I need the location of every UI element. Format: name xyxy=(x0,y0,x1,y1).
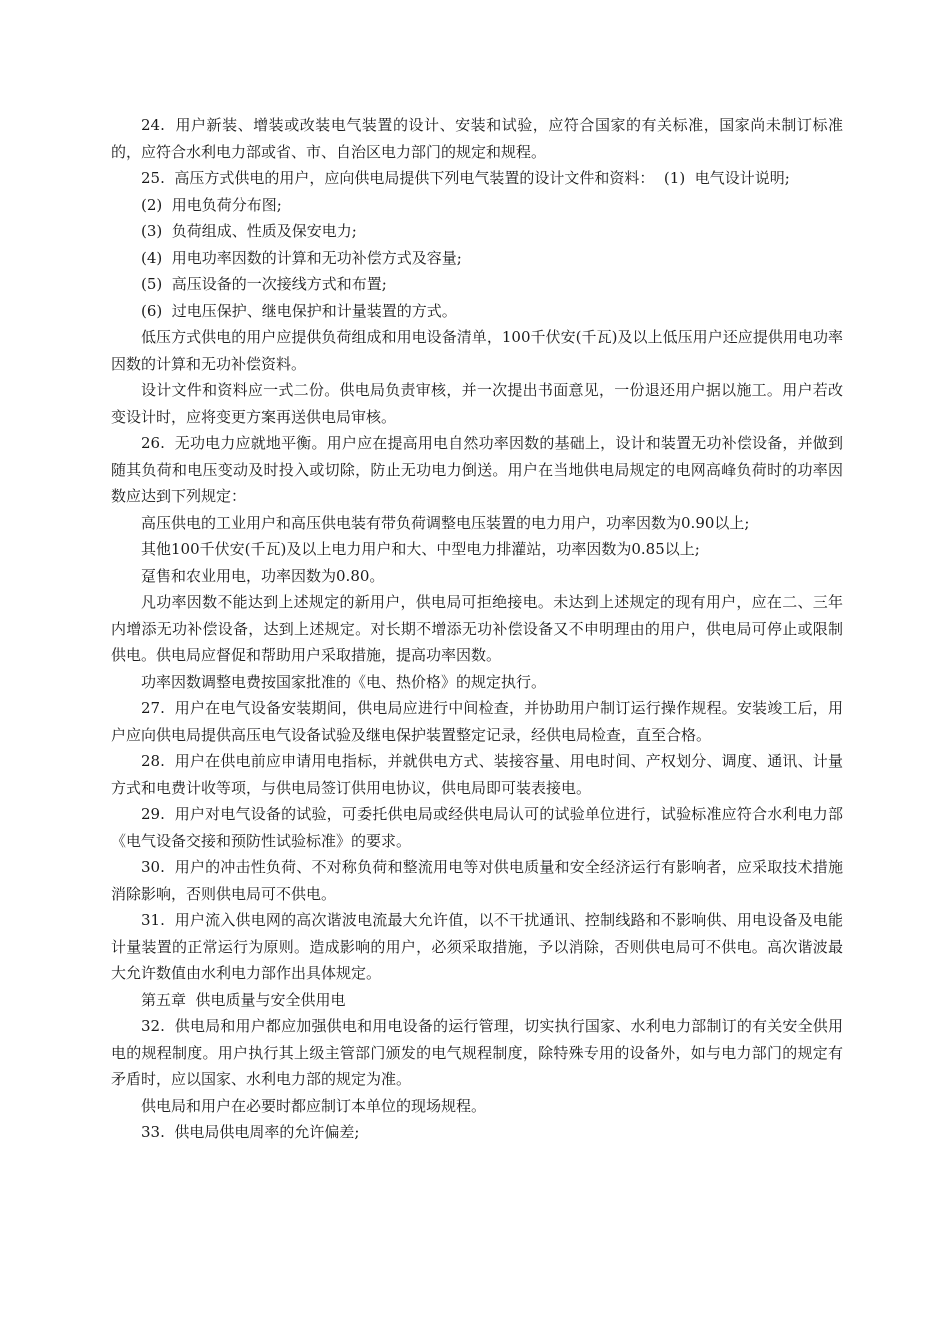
paragraph-design-documents: 设计文件和资料应一式二份。供电局负责审核，并一次提出书面意见，一份退还用户据以施工。用户若改变设计时，应将变更方案再送供电局审核。 xyxy=(111,381,843,426)
paragraph-pf-high-voltage: 高压供电的工业用户和高压供电装有带负荷调整电压装置的电力用户，功率因数为0.90以上; xyxy=(141,513,750,532)
paragraph-article-30: 30. 用户的冲击性负荷、不对称负荷和整流用电等对供电质量和安全经济运行有影响者，应采取技术措施消除影响，否则供电局可不供电。 xyxy=(111,858,843,903)
list-item-2: (2) 用电负荷分布图; xyxy=(141,195,282,214)
paragraph-article-32: 32. 供电局和用户都应加强供电和用电设备的运行管理，切实执行国家、水利电力部制订的有关安全供用电的规程制度。用户执行其上级主管部门颁发的电气规程制度，除特殊专用的设备外，如与电力部门的规定有矛盾时，应以国家、水利电力部的规定为准。 xyxy=(111,1017,843,1088)
paragraph-pf-noncompliance: 凡功率因数不能达到上述规定的新用户，供电局可拒绝接电。未达到上述规定的现有用户，应在二、三年内增添无功补偿设备，达到上述规定。对长期不增添无功补偿设备又不申明理由的用户，供电局可停止或限制供电。供电局应督促和帮助用户采取措施，提高功率因数。 xyxy=(111,593,843,664)
paragraph-article-31: 31. 用户流入供电网的高次谐波电流最大允许值，以不干扰通讯、控制线路和不影响供、用电设备及电能计量装置的正常运行为原则。造成影响的用户，必须采取措施，予以消除，否则供电局可不供电。高次谐波最大允许数值由水利电力部作出具体规定。 xyxy=(111,911,843,982)
document-page xyxy=(111,112,843,1146)
paragraph-article-28: 28. 用户在供电前应申请用电指标，并就供电方式、装接容量、用电时间、产权划分、调度、通讯、计量方式和电费计收等项，与供电局签订供用电协议，供电局即可装表接电。 xyxy=(111,752,843,797)
paragraph-article-29: 29. 用户对电气设备的试验，可委托供电局或经供电局认可的试验单位进行，试验标准应符合水利电力部《电气设备交接和预防性试验标准》的要求。 xyxy=(111,805,843,850)
list-item-6: (6) 过电压保护、继电保护和计量装置的方式。 xyxy=(141,301,457,320)
paragraph-site-rules: 供电局和用户在必要时都应制订本单位的现场规程。 xyxy=(141,1096,487,1115)
list-item-5: (5) 高压设备的一次接线方式和布置; xyxy=(141,275,387,293)
paragraph-pf-other: 其他100千伏安(千瓦)及以上电力用户和大、中型电力排灌站，功率因数为0.85以上; xyxy=(141,540,700,558)
list-item-4: (4) 用电功率因数的计算和无功补偿方式及容量; xyxy=(141,248,462,267)
paragraph-article-24: 24. 用户新装、增装或改装电气装置的设计、安装和试验，应符合国家的有关标准，国家尚未制订标准的，应符合水利电力部或省、市、自治区电力部门的规定和规程。 xyxy=(111,116,843,161)
paragraph-low-voltage: 低压方式供电的用户应提供负荷组成和用电设备清单，100千伏安(千瓦)及以上低压用户还应提供用电功率因数的计算和无功补偿资料。 xyxy=(111,328,843,373)
paragraph-article-33: 33. 供电局供电周率的允许偏差; xyxy=(141,1123,360,1141)
list-item-3: (3) 负荷组成、性质及保安电力; xyxy=(141,222,357,240)
paragraph-article-27: 27. 用户在电气设备安装期间，供电局应进行中间检查，并协助用户制订运行操作规程。安装竣工后，用户应向供电局提供高压电气设备试验及继电保护装置整定记录，经供电局检查，直至合格。 xyxy=(111,699,843,744)
paragraph-pf-agriculture: 趸售和农业用电，功率因数为0.80。 xyxy=(141,566,385,585)
chapter-heading: 第五章 供电质量与安全供用电 xyxy=(141,990,346,1009)
paragraph-pf-tariff: 功率因数调整电费按国家批准的《电、热价格》的规定执行。 xyxy=(141,672,547,691)
paragraph-article-26: 26. 无功电力应就地平衡。用户应在提高用电自然功率因数的基础上，设计和装置无功补偿设备，并做到随其负荷和电压变动及时投入或切除，防止无功电力倒送。用户在当地供电局规定的电网高峰负荷时的功率因数应达到下列规定： xyxy=(111,434,843,505)
paragraph-article-25: 25. 高压方式供电的用户，应向供电局提供下列电气装置的设计文件和资料： (1) 电气设计说明; xyxy=(141,169,790,187)
